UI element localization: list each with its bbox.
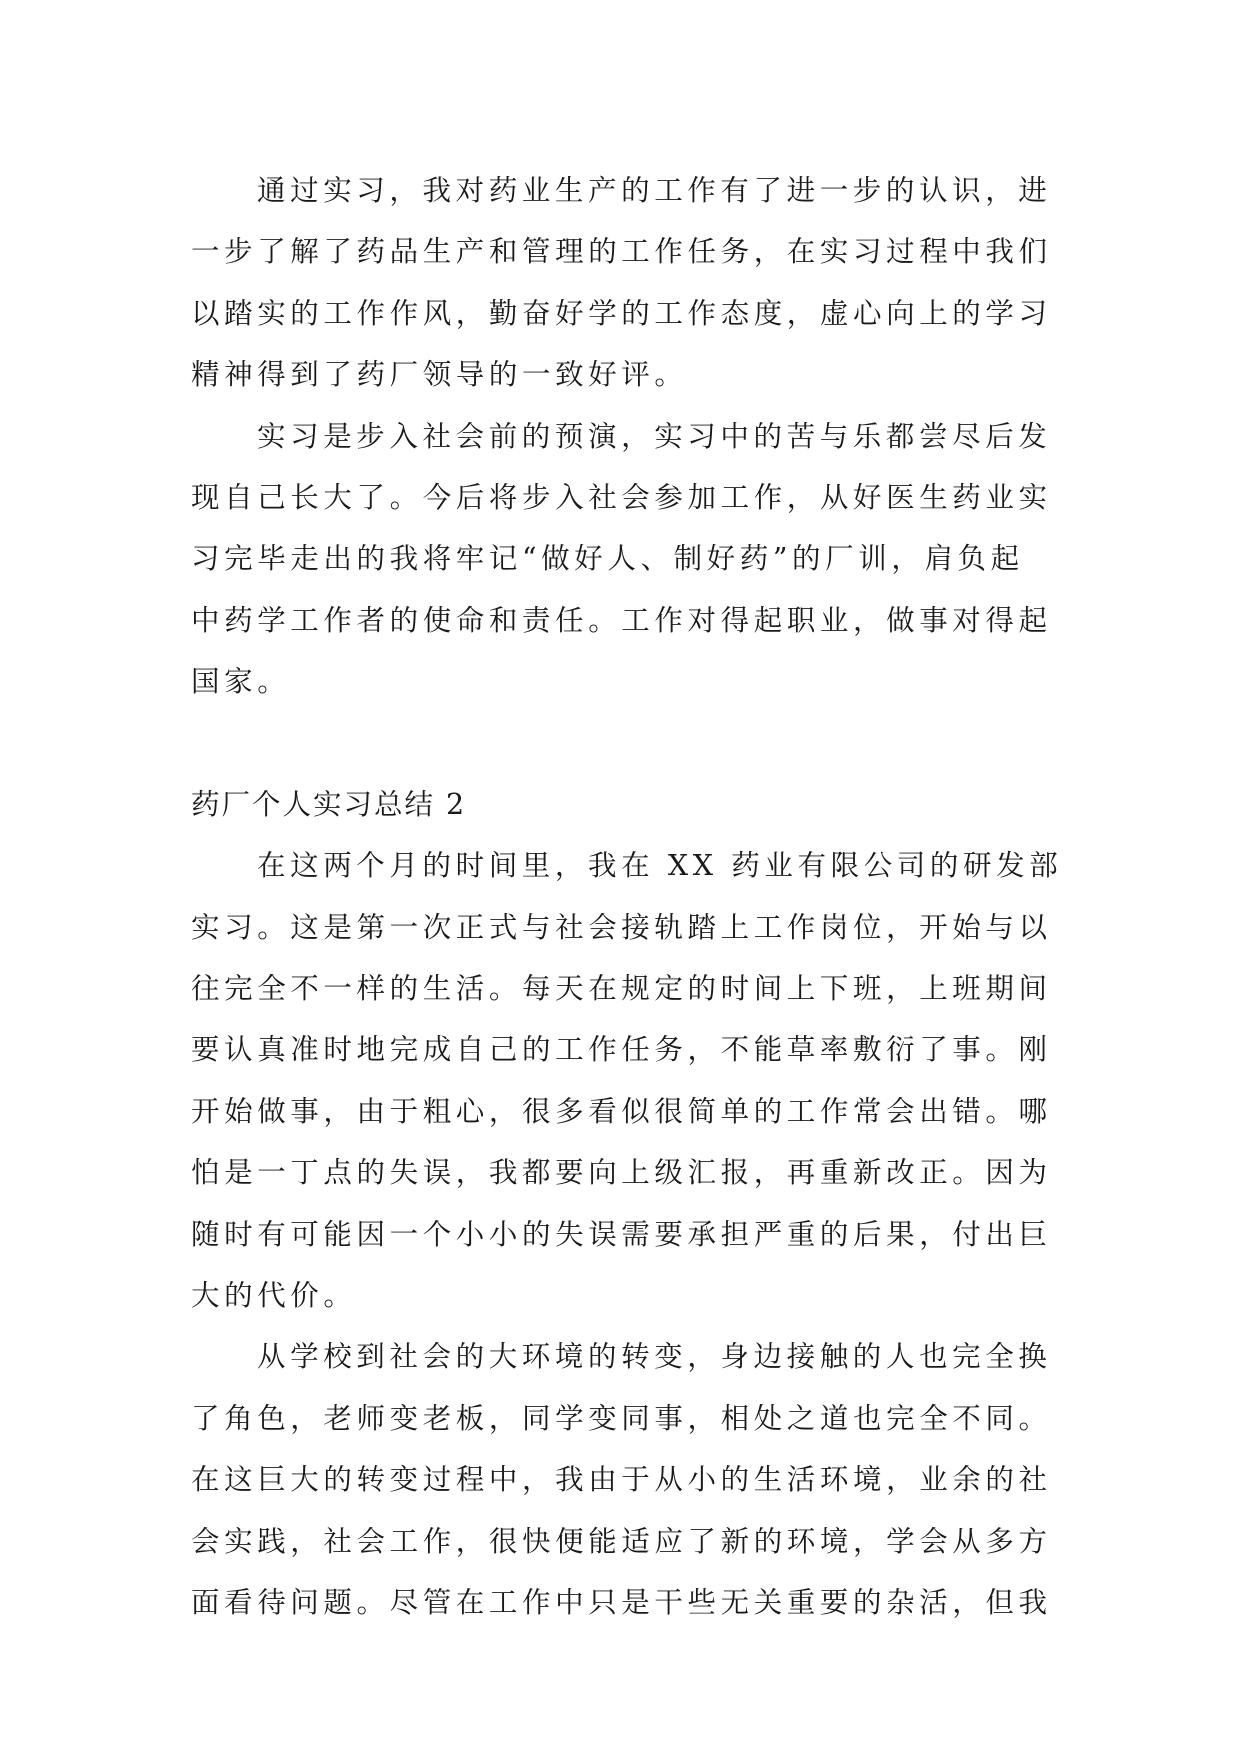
paragraph-line: 了角色，老师变老板，同学变同事，相处之道也完全不同。 bbox=[191, 1401, 1052, 1435]
paragraph-line: 通过实习，我对药业生产的工作有了进一步的认识，进 bbox=[257, 174, 1052, 207]
paragraph-line: 面看待问题。尽管在工作中只是干些无关重要的杂活，但我 bbox=[191, 1585, 1052, 1619]
paragraph-line: 现自己长大了。今后将步入社会参加工作，从好医生药业实 bbox=[191, 480, 1052, 514]
paragraph-line: 精神得到了药厂领导的一致好评。 bbox=[191, 358, 688, 392]
paragraph-line: 往完全不一样的生活。每天在规定的时间上下班，上班期间 bbox=[191, 972, 1052, 1006]
paragraph-line: 一步了解了药品生产和管理的工作任务，在实习过程中我们 bbox=[191, 235, 1052, 269]
paragraph-line: 在这巨大的转变过程中，我由于从小的生活环境，业余的社 bbox=[191, 1463, 1052, 1497]
paragraph-line: 要认真准时地完成自己的工作任务，不能草率敷衍了事。刚 bbox=[191, 1033, 1052, 1067]
paragraph-1 bbox=[191, 160, 1051, 406]
paragraph-line: 在这两个月的时间里，我在 XX 药业有限公司的研发部 bbox=[257, 849, 1063, 883]
paragraph-3 bbox=[191, 835, 1063, 1326]
paragraph-4 bbox=[191, 1326, 1051, 1633]
paragraph-line: 怕是一丁点的失误，我都要向上级汇报，再重新改正。因为 bbox=[191, 1156, 1052, 1190]
paragraph-line: 以踏实的工作作风，勤奋好学的工作态度，虚心向上的学习 bbox=[191, 296, 1052, 330]
paragraph-2 bbox=[191, 406, 1051, 713]
paragraph-line: 随时有可能因一个小小的失误需要承担严重的后果，付出巨 bbox=[191, 1217, 1052, 1251]
paragraph-line: 会实践，社会工作，很快便能适应了新的环境，学会从多方 bbox=[191, 1524, 1052, 1558]
paragraph-line: 实习是步入社会前的预演，实习中的苦与乐都尝尽后发 bbox=[257, 419, 1052, 453]
paragraph-line: 大的代价。 bbox=[191, 1279, 357, 1313]
paragraph-line: 习完毕走出的我将牢记“做好人、制好药”的厂训，肩负起 bbox=[191, 542, 1024, 576]
paragraph-line: 实习。这是第一次正式与社会接轨踏上工作岗位，开始与以 bbox=[191, 910, 1052, 944]
section-gap bbox=[191, 713, 1051, 774]
paragraph-line: 中药学工作者的使命和责任。工作对得起职业，做事对得起 bbox=[191, 603, 1052, 637]
paragraph-line: 国家。 bbox=[191, 665, 291, 699]
section-heading: 药厂个人实习总结 2 bbox=[191, 787, 467, 821]
document-body bbox=[191, 160, 1063, 1633]
paragraph-line: 从学校到社会的大环境的转变，身边接触的人也完全换 bbox=[257, 1340, 1052, 1374]
paragraph-line: 开始做事，由于粗心，很多看似很简单的工作常会出错。哪 bbox=[191, 1094, 1052, 1128]
